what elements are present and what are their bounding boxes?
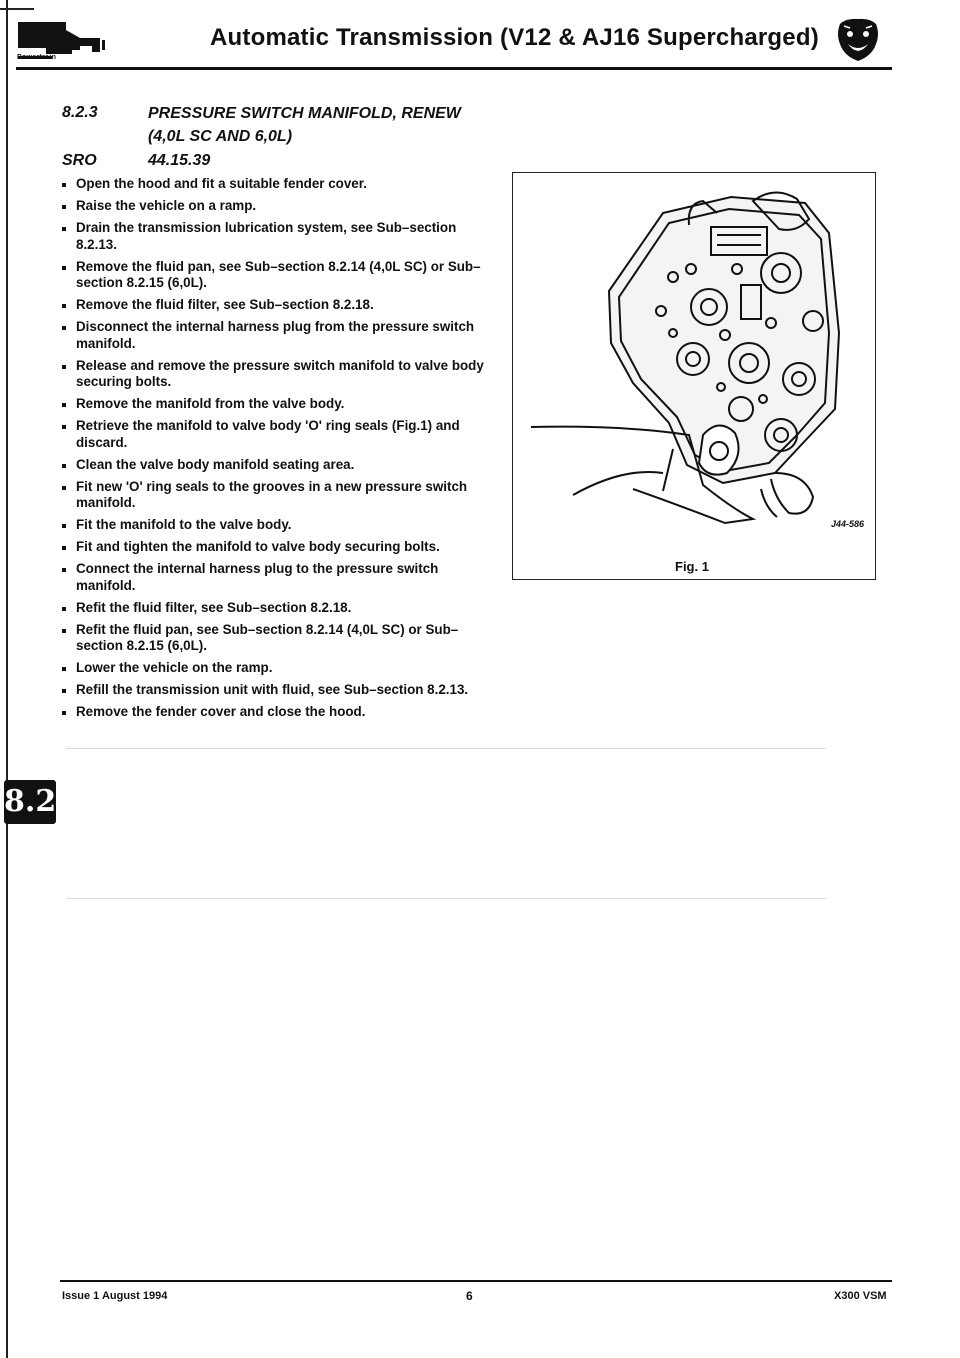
step-item [62, 682, 488, 699]
scan-line [66, 898, 826, 899]
bullet-icon [62, 326, 66, 330]
bullet-icon [62, 689, 66, 693]
bullet-icon [62, 227, 66, 231]
page-binding-edge [6, 0, 8, 1358]
bullet-icon [62, 205, 66, 209]
step-item [62, 539, 488, 556]
step-text: Refit the fluid pan, see Sub–section 8.2.14 (4,0L SC) or Sub–section 8.2.15 (6,0L). [76, 621, 459, 653]
step-text: Fit and tighten the manifold to valve body securing bolts. [76, 539, 440, 554]
step-text: Open the hood and fit a suitable fender cover. [76, 176, 367, 191]
step-item [62, 457, 488, 474]
step-text: Drain the transmission lubrication system, see Sub–section 8.2.13. [76, 220, 457, 252]
figure-1 [512, 172, 876, 580]
step-item [62, 479, 488, 512]
step-text: Refill the transmission unit with fluid, see Sub–section 8.2.13. [76, 682, 469, 697]
jaguar-emblem-icon [834, 16, 882, 64]
step-item [62, 297, 488, 314]
step-text: Lower the vehicle on the ramp. [76, 660, 273, 675]
step-text: Remove the manifold from the valve body. [76, 396, 345, 411]
bullet-icon [62, 711, 66, 715]
bullet-icon [62, 464, 66, 468]
procedure-steps [62, 176, 488, 726]
bullet-icon [62, 425, 66, 429]
section-title [148, 102, 468, 148]
step-item [62, 704, 488, 721]
step-text: Raise the vehicle on a ramp. [76, 198, 257, 213]
step-item [62, 220, 488, 253]
manual-name: X300 VSM [834, 1290, 887, 1302]
step-text: Fit new 'O' ring seals to the grooves in a new pressure switch manifold. [76, 478, 468, 510]
step-item [62, 418, 488, 451]
sro-label: SRO [62, 152, 97, 169]
bullet-icon [62, 607, 66, 611]
step-text: Disconnect the internal harness plug from the pressure switch manifold. [76, 319, 475, 351]
page-number: 6 [466, 1289, 473, 1303]
page-corner-mark [0, 8, 34, 10]
step-item [62, 517, 488, 534]
step-item [62, 259, 488, 292]
figure-reference: J44-586 [831, 519, 865, 529]
section-number: 8.2.3 [62, 104, 98, 121]
figure-caption: Fig. 1 [675, 559, 709, 574]
step-text: Clean the valve body manifold seating area. [76, 456, 355, 472]
page-title: Automatic Transmission (V12 & AJ16 Supercharged) [210, 24, 819, 51]
bullet-icon [62, 365, 66, 369]
step-item [62, 561, 488, 594]
bullet-icon [62, 183, 66, 187]
bullet-icon [62, 266, 66, 270]
section-title-line-2: (4,0L SC AND 6,0L) [148, 128, 293, 145]
logo-label: Powertrain [17, 54, 57, 61]
sro-number: 44.15.39 [148, 152, 211, 169]
header-rule [16, 67, 892, 70]
step-text: Remove the fluid pan, see Sub–section 8.2.14 (4,0L SC) or Sub–section 8.2.15 (6,0L). [76, 258, 481, 290]
step-text: Refit the fluid filter, see Sub–section 8.2.18. [76, 599, 352, 615]
step-text: Remove the fluid filter, see Sub–section 8.2.18. [76, 297, 374, 312]
section-title-line-1: PRESSURE SWITCH MANIFOLD, RENEW [148, 105, 461, 122]
step-item [62, 198, 488, 215]
issue-date: Issue 1 August 1994 [62, 1290, 168, 1302]
footer-rule [60, 1280, 892, 1282]
section-tab: 8.2 [4, 780, 56, 824]
bullet-icon [62, 304, 66, 308]
step-item [62, 319, 488, 352]
bullet-icon [62, 524, 66, 528]
bullet-icon [62, 667, 66, 671]
bullet-icon [62, 486, 66, 490]
bullet-icon [62, 568, 66, 572]
step-item [62, 600, 488, 617]
step-text: Fit the manifold to the valve body. [76, 517, 292, 532]
scan-line [66, 748, 826, 749]
bullet-icon [62, 629, 66, 633]
step-text: Release and remove the pressure switch manifold to valve body securing bolts. [76, 357, 484, 389]
step-text: Connect the internal harness plug to the pressure switch manifold. [76, 561, 439, 593]
bullet-icon [62, 546, 66, 550]
step-item [62, 396, 488, 413]
step-item [62, 622, 488, 655]
manifold-illustration [513, 173, 875, 579]
step-item [62, 176, 488, 193]
step-item [62, 660, 488, 677]
step-text: Retrieve the manifold to valve body 'O' ring seals (Fig.1) and discard. [76, 418, 460, 450]
bullet-icon [62, 403, 66, 407]
step-text: Remove the fender cover and close the hood. [76, 704, 366, 719]
step-item [62, 358, 488, 391]
